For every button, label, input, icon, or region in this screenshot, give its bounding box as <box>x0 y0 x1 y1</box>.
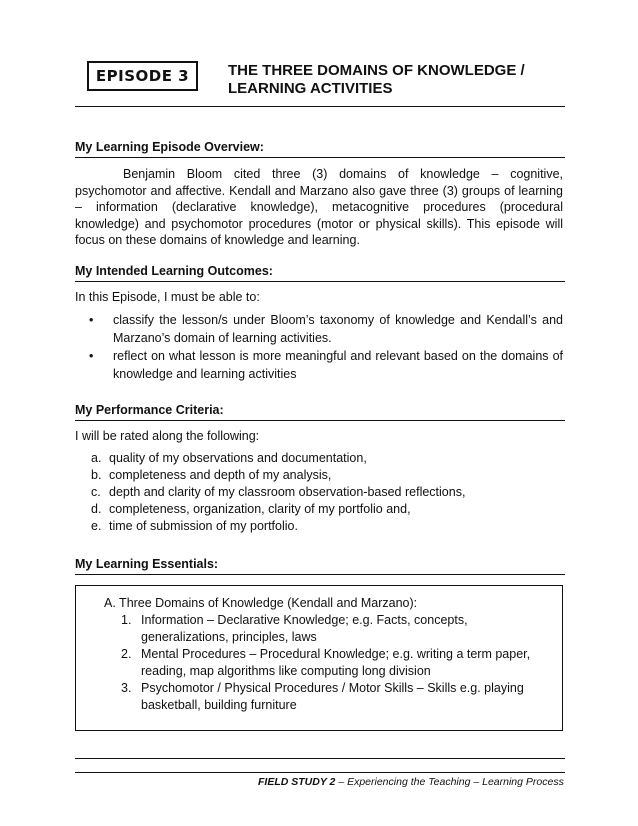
essentials-divider <box>75 574 565 575</box>
list-item: 2. Mental Procedures – Procedural Knowledge; e.g. writing a term paper, reading, map algorithms like computing long division <box>121 647 531 678</box>
episode-title <box>228 62 558 98</box>
criteria-intro: I will be rated along the following: <box>75 429 260 443</box>
overview-divider <box>75 157 565 158</box>
bullet-icon: • <box>89 313 94 327</box>
footer-divider <box>75 772 565 773</box>
episode-title-line1: THE THREE DOMAINS OF KNOWLEDGE / <box>228 62 525 79</box>
criteria-heading: My Performance Criteria: <box>75 403 224 417</box>
episode-title-line2: LEARNING ACTIVITIES <box>228 80 393 97</box>
header-divider <box>75 106 565 107</box>
list-item: • classify the lesson/s under Bloom’s taxonomy of knowledge and Kendall’s and Marzano’s domain of learning activities. <box>89 313 563 345</box>
episode-badge <box>87 61 198 91</box>
list-item: • reflect on what lesson is more meaningful and relevant based on the domains of knowledge and learning activities <box>89 349 563 381</box>
criteria-divider <box>75 420 565 421</box>
list-item: c. depth and clarity of my classroom observation-based reflections, <box>91 485 466 499</box>
outcomes-intro: In this Episode, I must be able to: <box>75 290 260 304</box>
page-footer <box>258 776 564 788</box>
footer-divider-top <box>75 758 565 759</box>
essentials-list <box>121 612 541 714</box>
footer-subtitle: – Experiencing the Teaching – Learning Process <box>335 776 564 788</box>
list-item: b. completeness and depth of my analysis, <box>91 468 332 482</box>
overview-heading: My Learning Episode Overview: <box>75 140 264 154</box>
essentials-section-a: A. Three Domains of Knowledge (Kendall and Marzano): <box>104 596 418 610</box>
criteria-list <box>75 450 465 535</box>
list-item: e. time of submission of my portfolio. <box>91 519 298 533</box>
outcomes-divider <box>75 281 565 282</box>
list-item: a. quality of my observations and documentation, <box>91 451 367 465</box>
list-item: 1. Information – Declarative Knowledge; e.g. Facts, concepts, generalizations, principles, laws <box>121 613 468 644</box>
outcomes-list <box>75 311 563 383</box>
list-item: 3. Psychomotor / Physical Procedures / Motor Skills – Skills e.g. playing basketball, building furniture <box>121 681 524 712</box>
outcomes-heading: My Intended Learning Outcomes: <box>75 264 273 278</box>
list-item: d. completeness, organization, clarity of my portfolio and, <box>91 502 411 516</box>
bullet-icon: • <box>89 349 94 363</box>
overview-text-body: Benjamin Bloom cited three (3) domains of knowledge – cognitive, psychomotor and affective. Kendall and Marzano also gave three (3) groups of learning – information (declarative knowledge), metacognitive procedures (procedural knowledge) and psychomotor procedures (motor or physical skills). This episode will focus on these domains of knowledge and learning. <box>75 167 563 247</box>
footer-course: FIELD STUDY 2 <box>258 776 336 788</box>
overview-text <box>75 166 563 249</box>
episode-label: EPISODE 3 <box>95 67 190 85</box>
essentials-heading: My Learning Essentials: <box>75 557 219 571</box>
